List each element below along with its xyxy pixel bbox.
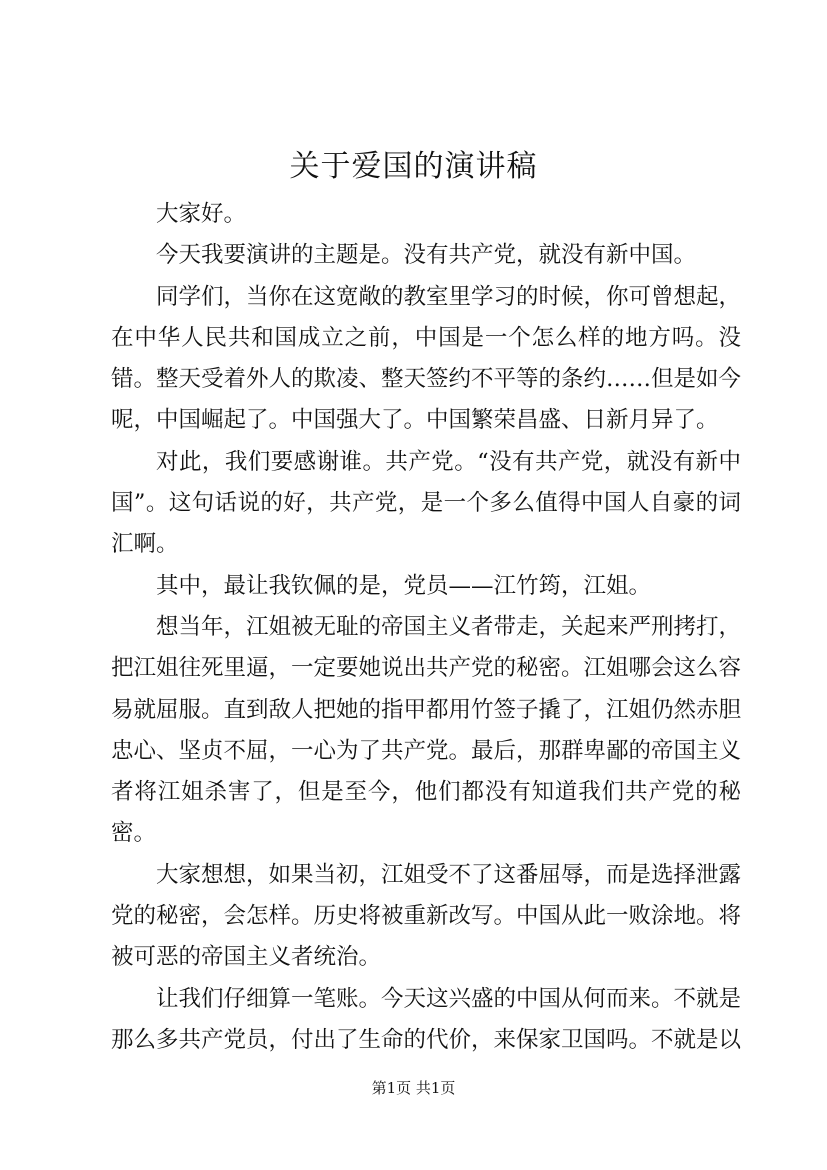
paragraph-history: 同学们，当你在这宽敞的教室里学习的时候，你可曾想起，在中华人民共和国成立之前，中国是一个怎么样的地方吗。没错。整天受着外人的欺凌、整天签约不平等的条约……但是如今呢，中国崛起了。中国强大了。中国繁荣昌盛、日新月异了。 — [111, 283, 742, 434]
paragraph-gratitude: 对此，我们要感谢谁。共产党。“没有共产党，就没有新中国”。这句话说的好，共产党，是一个多么值得中国人自豪的词汇啊。 — [111, 448, 741, 558]
paragraph-theme: 今天我要演讲的主题是。没有共产党，就没有新中国。 — [156, 242, 697, 269]
paragraph-conclusion: 让我们仔细算一笔账。今天这兴盛的中国从何而来。不就是那么多共产党员，付出了生命的代价，来保家卫国吗。不就是以 — [111, 985, 742, 1053]
paragraph-greeting: 大家好。 — [156, 201, 247, 227]
paragraph-jiangjie-story: 想当年，江姐被无耻的帝国主义者带走，关起来严刑拷打，把江姐往死里逼，一定要她说出共产党的秘密。江姐哪会这么容易就屈服。直到敌人把她的指甲都用竹签子撬了，江姐仍然赤胆忠心、坚贞不屈，一心为了共产党。最后，那群卑鄙的帝国主义者将江姐杀害了，但是至今，他们都没有知道我们共产党的秘密。 — [111, 613, 742, 847]
document-title: 关于爱国的演讲稿 — [289, 149, 538, 184]
paragraph-admiration: 其中，最让我钦佩的是，党员——江竹筠，江姐。 — [156, 572, 652, 599]
document-body — [111, 194, 741, 1061]
page-footer: 第1页 共1页 — [371, 1079, 456, 1097]
paragraph-reflection: 大家想想，如果当初，江姐受不了这番屈辱，而是选择泄露党的秘密，会怎样。历史将被重新改写。中国从此一败涂地。将被可恶的帝国主义者统治。 — [111, 861, 742, 971]
